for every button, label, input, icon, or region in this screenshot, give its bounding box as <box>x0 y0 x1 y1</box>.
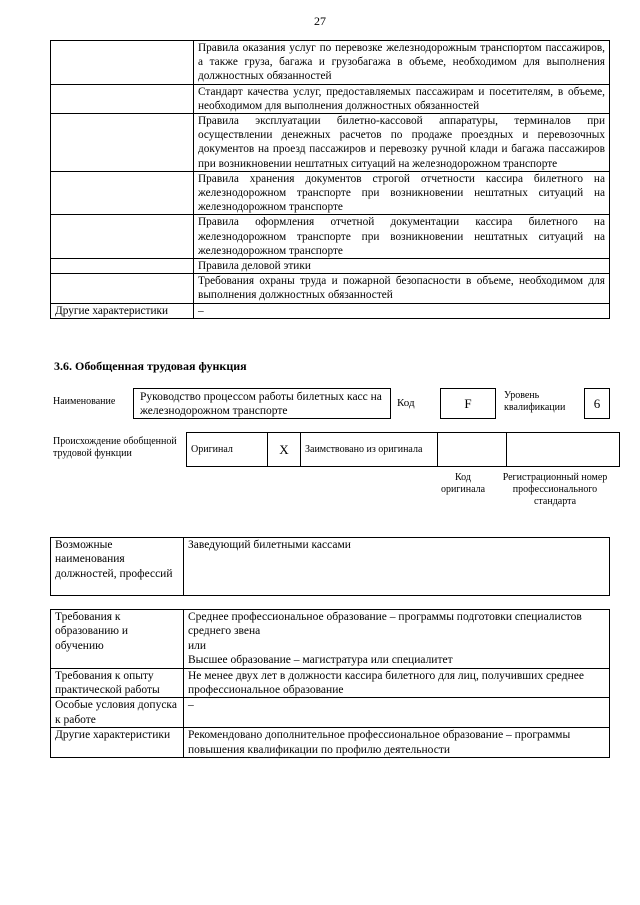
page-number: 27 <box>314 14 326 28</box>
origin-table <box>186 432 620 467</box>
table-cell-text: Правила оформления отчетной документации кассира билетного на железнодорожном транспорте при возникновении нештатных ситуаций на железнодорожном транспорте <box>194 215 610 259</box>
table-cell-text: Правила эксплуатации билетно-кассовой аппаратуры, терминалов при осуществлении денежных расчетов по продаже проездных и перевозочных документов на проезд пассажиров и перевозку ручной клади и багажа пассажиров при возникновении нештатных ситуаций на железнодорожном транспорте <box>194 114 610 172</box>
level-label: Уровень квалификации <box>504 390 566 413</box>
reg-number-caption: Регистрационный номер профессионального стандарта <box>502 472 608 507</box>
code-value: F <box>440 388 496 419</box>
naming-label: Наименование <box>53 396 116 407</box>
table-row <box>51 274 610 303</box>
table-cell-label <box>51 274 194 303</box>
borrowed-label: Заимствовано из оригинала <box>301 433 438 467</box>
positions-table <box>50 537 610 596</box>
reg-number-cell <box>507 433 620 467</box>
table-row <box>51 114 610 172</box>
table-row <box>51 668 610 698</box>
table-cell-label <box>51 41 194 85</box>
table-cell-label <box>51 114 194 172</box>
table-row <box>51 303 610 318</box>
requirement-value <box>184 668 610 698</box>
original-label: Оригинал <box>187 433 268 467</box>
table-cell-text: Требования охраны труда и пожарной безопасности в объеме, необходимом для выполнения должностных обязанностей <box>194 274 610 303</box>
origin-label: Происхождение обобщенной трудовой функции <box>53 436 177 459</box>
section-title: 3.6. Обобщенная трудовая функция <box>54 359 247 373</box>
code-original-caption: Код оригинала <box>440 472 486 495</box>
table-row <box>51 610 610 669</box>
positions-value: Заведующий билетными кассами <box>184 538 610 596</box>
level-value: 6 <box>584 388 610 419</box>
requirement-value <box>184 698 610 728</box>
requirements-table <box>50 609 610 758</box>
table-cell-text: Правила хранения документов строгой отчетности кассира билетного на железнодорожном транспорте при возникновении нештатных ситуаций на железнодорожном транспорте <box>194 171 610 215</box>
table-cell-label <box>51 259 194 274</box>
table-row <box>51 728 610 758</box>
naming-value: Руководство процессом работы билетных касс на железнодорожном транспорте <box>133 388 391 419</box>
requirement-line: Не менее двух лет в должности кассира билетного для лиц, получивших среднее профессиональное образование <box>188 669 584 697</box>
positions-label: Возможные наименования должностей, профессий <box>51 538 184 596</box>
requirement-label: Требования к опыту практической работы <box>51 668 184 698</box>
table-cell-label <box>51 215 194 259</box>
table-cell-text: Правила деловой этики <box>194 259 610 274</box>
table-cell-label: Другие характеристики <box>51 303 194 318</box>
table-row <box>51 84 610 113</box>
table-row <box>51 41 610 85</box>
code-label: Код <box>397 397 415 409</box>
table-cell-text: Стандарт качества услуг, предоставляемых пассажирам и посетителям, в объеме, необходимом для выполнения должностных обязанностей <box>194 84 610 113</box>
table-row <box>51 259 610 274</box>
requirement-line: Рекомендовано дополнительное профессиональное образование – программы повышения квалификации по профилю деятельности <box>188 729 571 756</box>
table-row <box>51 698 610 728</box>
requirement-line: Высшее образование – магистратура или специалитет <box>188 654 453 667</box>
table-cell-label <box>51 84 194 113</box>
requirement-line: или <box>188 639 207 652</box>
code-original-cell <box>438 433 507 467</box>
requirement-line: – <box>188 699 194 712</box>
table-cell-text: Правила оказания услуг по перевозке железнодорожным транспортом пассажиров, а также груза, багажа и грузобагажа в объеме, необходимом для выполнения должностных обязанностей <box>194 41 610 85</box>
table-row <box>51 215 610 259</box>
knowledge-table <box>50 40 610 319</box>
requirement-label: Особые условия допуска к работе <box>51 698 184 728</box>
requirement-value <box>184 728 610 758</box>
table-row <box>187 433 620 467</box>
table-row <box>51 538 610 596</box>
requirement-line: Среднее профессиональное образование – программы подготовки специалистов среднего звена <box>188 611 582 638</box>
table-cell-label <box>51 171 194 215</box>
table-row <box>51 171 610 215</box>
requirement-value <box>184 610 610 669</box>
requirement-label: Другие характеристики <box>51 728 184 758</box>
requirement-label: Требования к образованию и обучению <box>51 610 184 669</box>
original-mark: X <box>268 433 301 467</box>
table-cell-text: – <box>194 303 610 318</box>
